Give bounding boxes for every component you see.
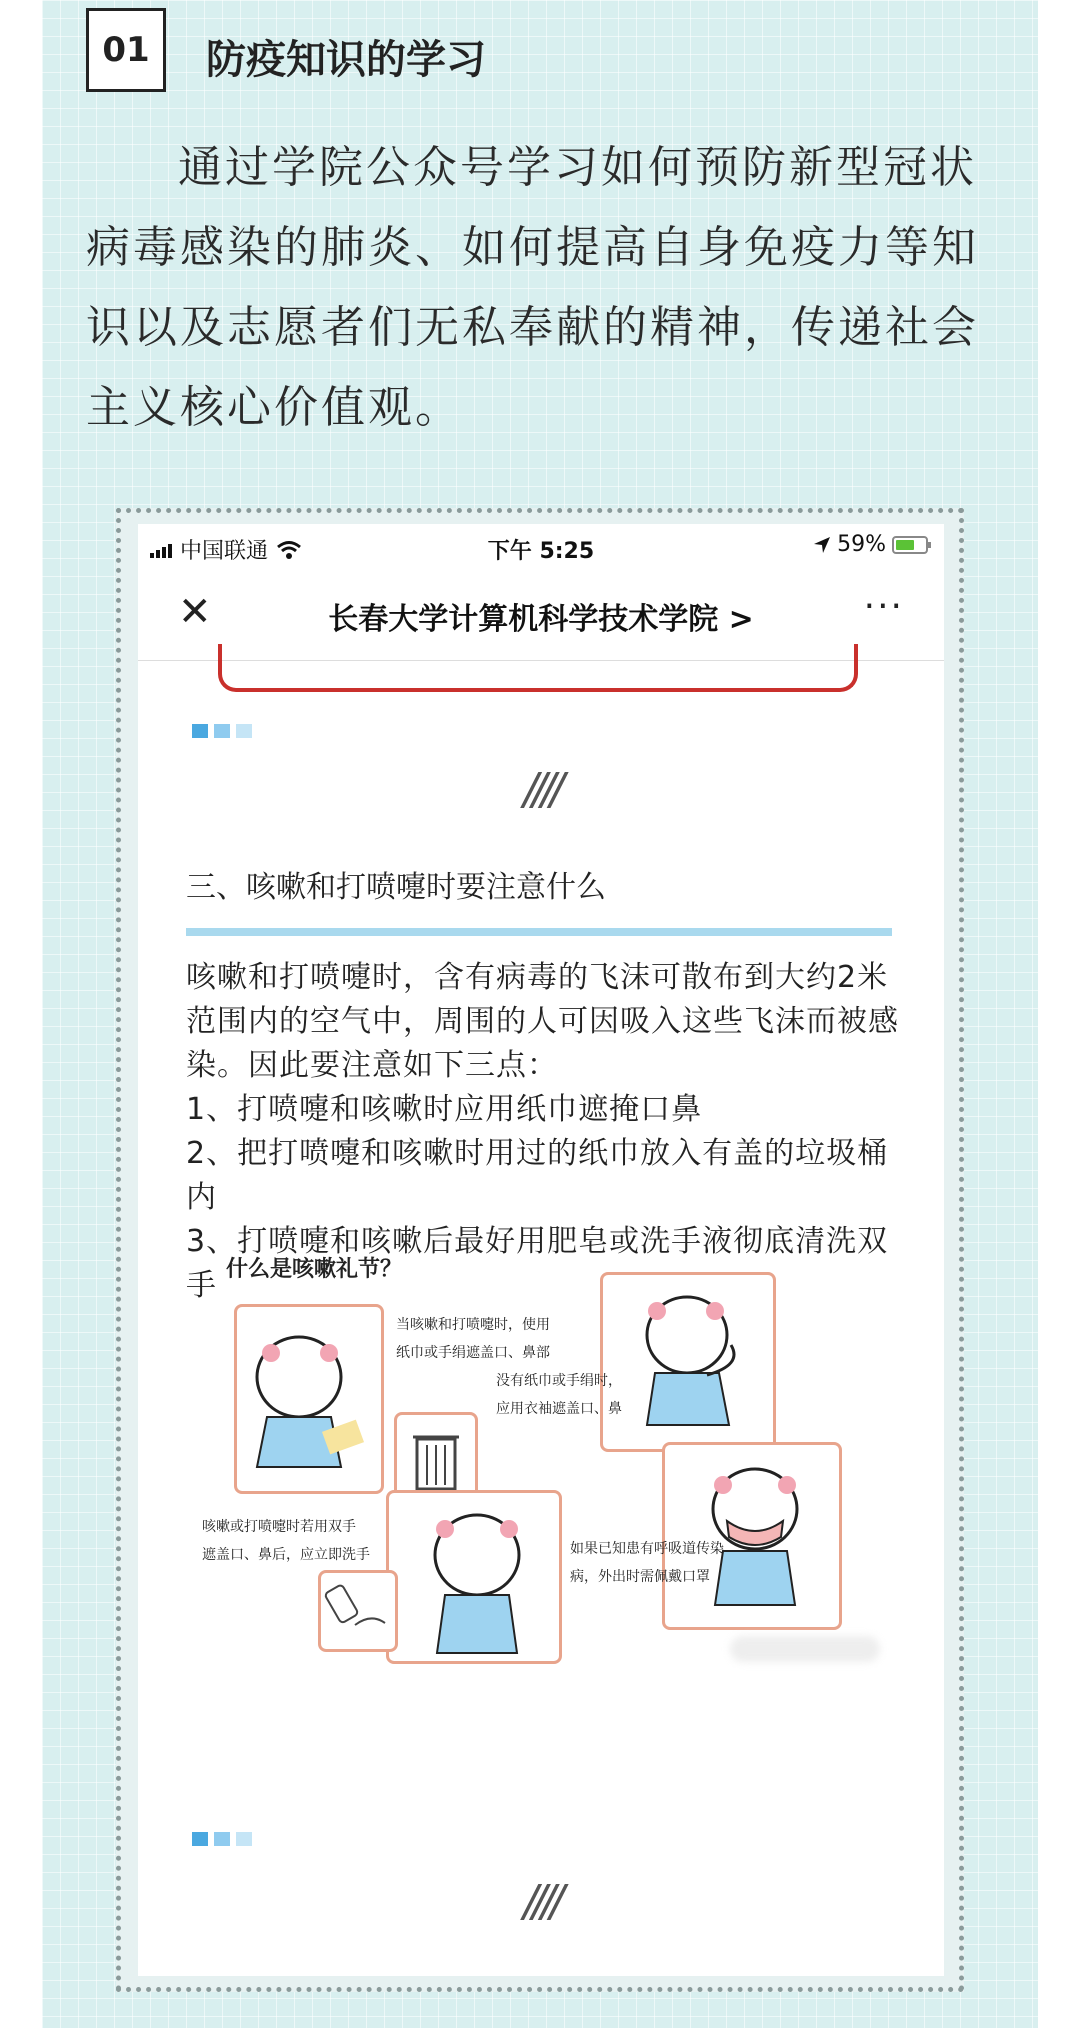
clock: 下午 5:25 [487, 539, 595, 564]
blue-squares-decoration [192, 724, 252, 738]
phone-screenshot [138, 524, 944, 1976]
list-item: 3、打喷嚏和咳嗽后最好用肥皂或洗手液彻底清洗双手 [186, 1224, 889, 1303]
red-bordered-box [218, 644, 858, 692]
battery-icon [892, 536, 928, 554]
list-item: 1、打喷嚏和咳嗽时应用纸巾遮掩口鼻 [186, 1092, 703, 1127]
illustration-panel [386, 1490, 562, 1664]
illustration-panel [662, 1442, 842, 1630]
battery-percent: 59% [837, 532, 886, 557]
intro-paragraph: 通过学院公众号学习如何预防新型冠状病毒感染的肺炎、如何提高自身免疫力等知识以及志愿者们无私奉献的精神，传递社会主义核心价值观。 [86, 142, 979, 433]
status-bar [138, 524, 944, 568]
list-item: 2、把打喷嚏和咳嗽时用过的纸巾放入有盖的垃圾桶内 [186, 1136, 889, 1215]
illustration-note: 当咳嗽和打喷嚏时，使用 [396, 1317, 550, 1333]
child-coughing-tissue-image [237, 1307, 381, 1491]
hand-wash-panel [318, 1570, 398, 1652]
close-icon[interactable]: ✕ [178, 589, 212, 635]
child-washing-hands-image [389, 1493, 559, 1661]
illustration-note: 纸巾或手绢遮盖口、鼻部 [396, 1345, 550, 1361]
article-heading: 三、咳嗽和打喷嚏时要注意什么 [186, 870, 606, 905]
illustration-note: 如果已知患有呼吸道传染 [570, 1541, 724, 1557]
heading-underline [186, 928, 892, 936]
illustration-note: 没有纸巾或手绢时， [496, 1373, 622, 1389]
illustration-note: 病，外出时需佩戴口罩 [570, 1569, 710, 1585]
slash-divider: //// [523, 1876, 559, 1927]
trash-can-icon [397, 1415, 475, 1499]
illustration-note: 咳嗽或打喷嚏时若用双手 [202, 1519, 356, 1535]
section-title: 防疫知识的学习 [206, 37, 486, 83]
child-sleeve-cough-image [603, 1275, 773, 1449]
paragraph: 咳嗽和打喷嚏时，含有病毒的飞沫可散布到大约2米范围内的空气中，周围的人可因吸入这些飞沫而被感染。因此要注意如下三点： [186, 960, 899, 1083]
illustration-title: 什么是咳嗽礼节？ [226, 1257, 403, 1282]
cough-etiquette-illustration [186, 1244, 906, 1664]
slash-divider: //// [523, 764, 559, 815]
illustration-panel [234, 1304, 384, 1494]
trash-can-panel [394, 1412, 478, 1502]
blurred-watermark [730, 1636, 880, 1662]
blue-squares-decoration [192, 1832, 252, 1846]
soap-bottle-icon [321, 1573, 395, 1649]
illustration-note: 应用衣袖遮盖口、鼻 [496, 1401, 622, 1417]
section-number: 01 [86, 8, 166, 92]
more-icon[interactable]: ··· [863, 586, 904, 627]
account-title-link[interactable]: 长春大学计算机科学技术学院 > [328, 602, 754, 637]
location-arrow-icon [813, 536, 831, 554]
child-wearing-mask-image [665, 1445, 839, 1627]
carrier-label: 中国联通 [180, 539, 269, 564]
illustration-note: 遮盖口、鼻后，应立即洗手 [202, 1547, 370, 1563]
illustration-panel [600, 1272, 776, 1452]
